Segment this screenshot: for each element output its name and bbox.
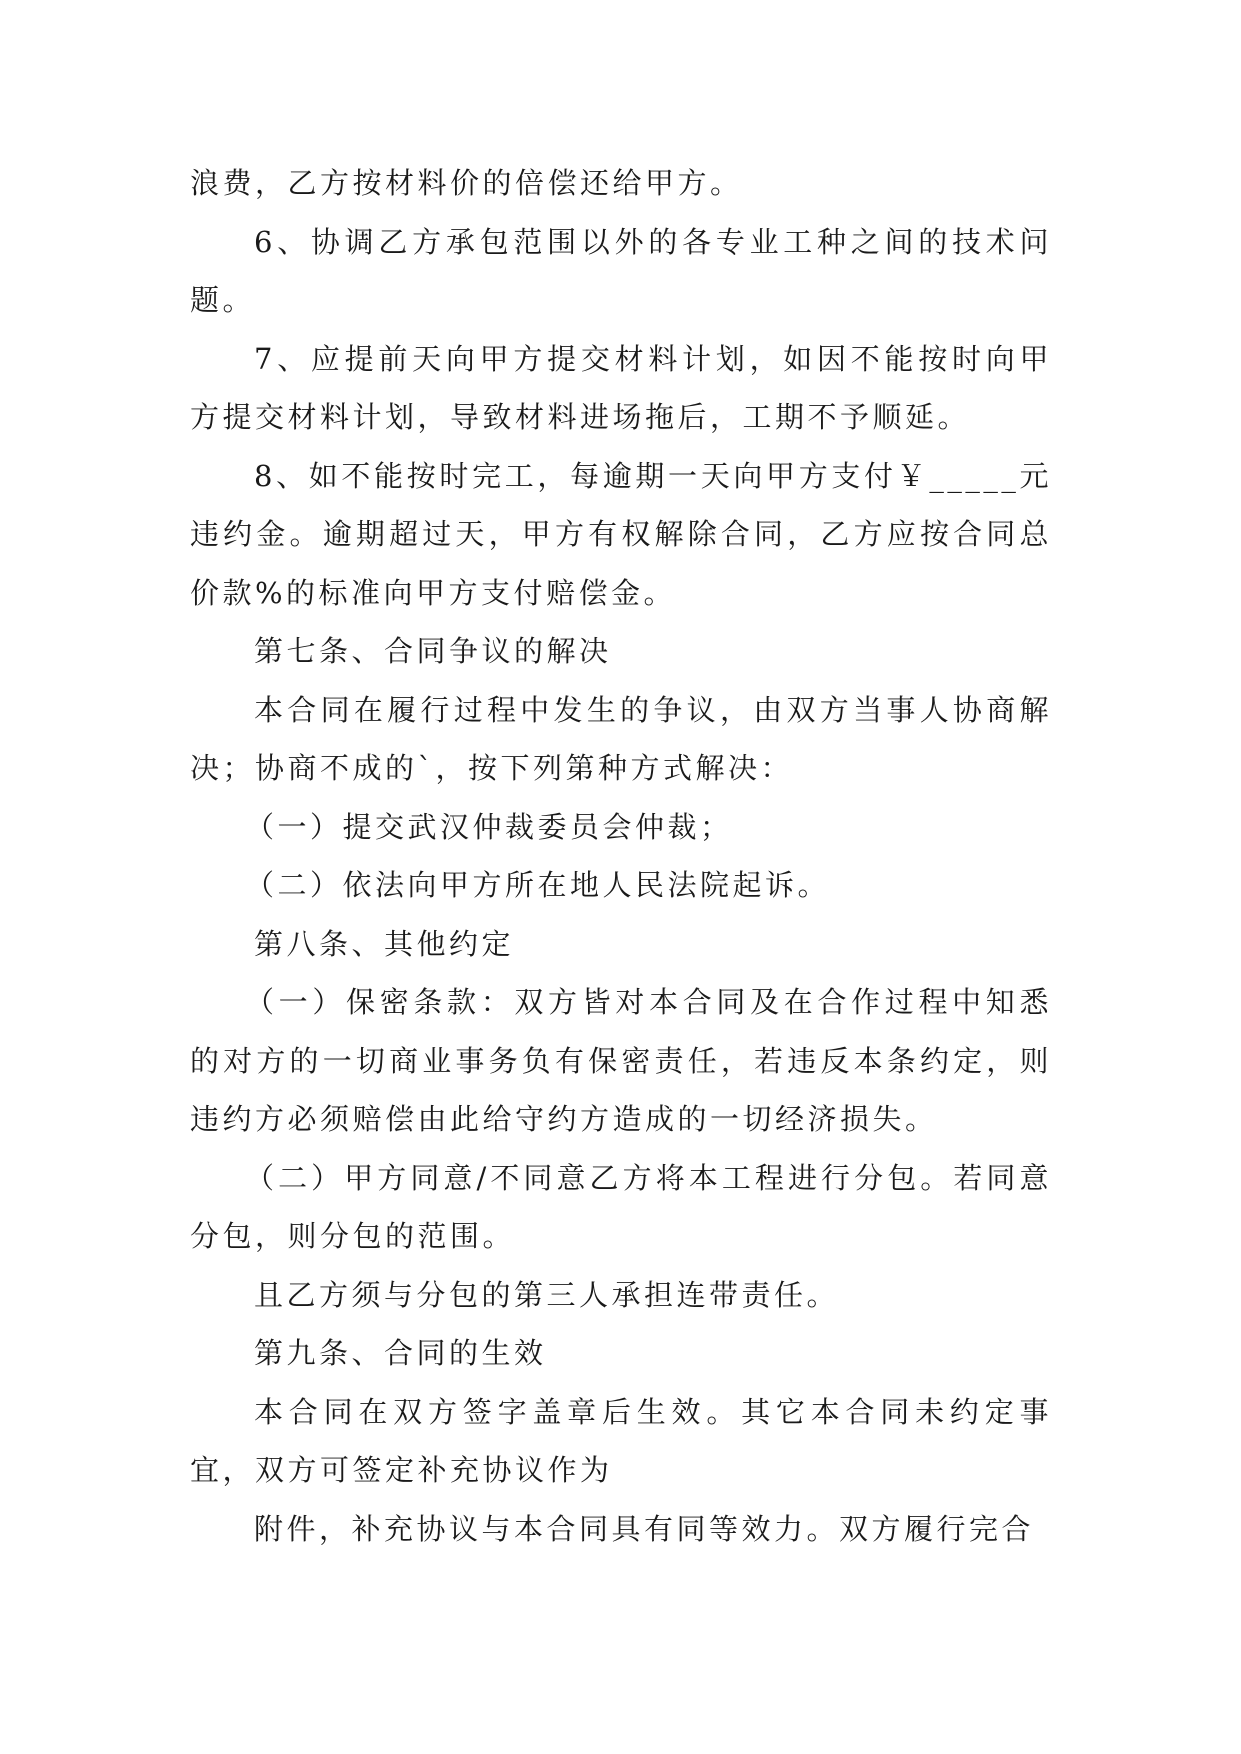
article-8-heading: 第八条、其他约定 bbox=[254, 926, 515, 961]
document-body bbox=[190, 154, 1052, 1558]
clause-7: 7、应提前天向甲方提交材料计划，如因不能按时向甲方提交材料计划，导致材料进场拖后，工期不予顺延。 bbox=[190, 341, 1052, 434]
dispute-resolution-paragraph: 本合同在履行过程中发生的争议，由双方当事人协商解决；协商不成的`，按下列第种方式解决： bbox=[190, 692, 1052, 785]
article-7-heading: 第七条、合同争议的解决 bbox=[254, 634, 612, 668]
confidentiality-clause: （一）保密条款：双方皆对本合同及在合作过程中知悉的对方的一切商业事务负有保密责任，若违反本条约定，则违约方必须赔偿由此给守约方造成的一切经济损失。 bbox=[190, 985, 1052, 1136]
clause-6: 6、协调乙方承包范围以外的各专业工种之间的技术问题。 bbox=[190, 224, 1052, 317]
article-9-heading: 第九条、合同的生效 bbox=[254, 1336, 547, 1370]
subcontract-clause: （二）甲方同意/不同意乙方将本工程进行分包。若同意分包，则分包的范围。 bbox=[190, 1160, 1052, 1253]
effectiveness-paragraph: 本合同在双方签字盖章后生效。其它本合同未约定事宜，双方可签定补充协议作为 bbox=[190, 1394, 1052, 1487]
dispute-option-1: （一）提交武汉仲裁委员会仲裁； bbox=[245, 809, 733, 844]
paragraph-continuation: 浪费，乙方按材料价的倍偿还给甲方。 bbox=[190, 166, 743, 200]
clause-8: 8、如不能按时完工，每逾期一天向甲方支付￥_____元违约金。逾期超过天，甲方有权解除合同，乙方应按合同总价款%的标准向甲方支付赔偿金。 bbox=[190, 458, 1052, 610]
joint-liability-paragraph: 且乙方须与分包的第三人承担连带责任。 bbox=[254, 1277, 840, 1312]
attachment-paragraph: 附件，补充协议与本合同具有同等效力。双方履行完合 bbox=[254, 1511, 1035, 1546]
dispute-option-2: （二）依法向甲方所在地人民法院起诉。 bbox=[245, 868, 831, 902]
